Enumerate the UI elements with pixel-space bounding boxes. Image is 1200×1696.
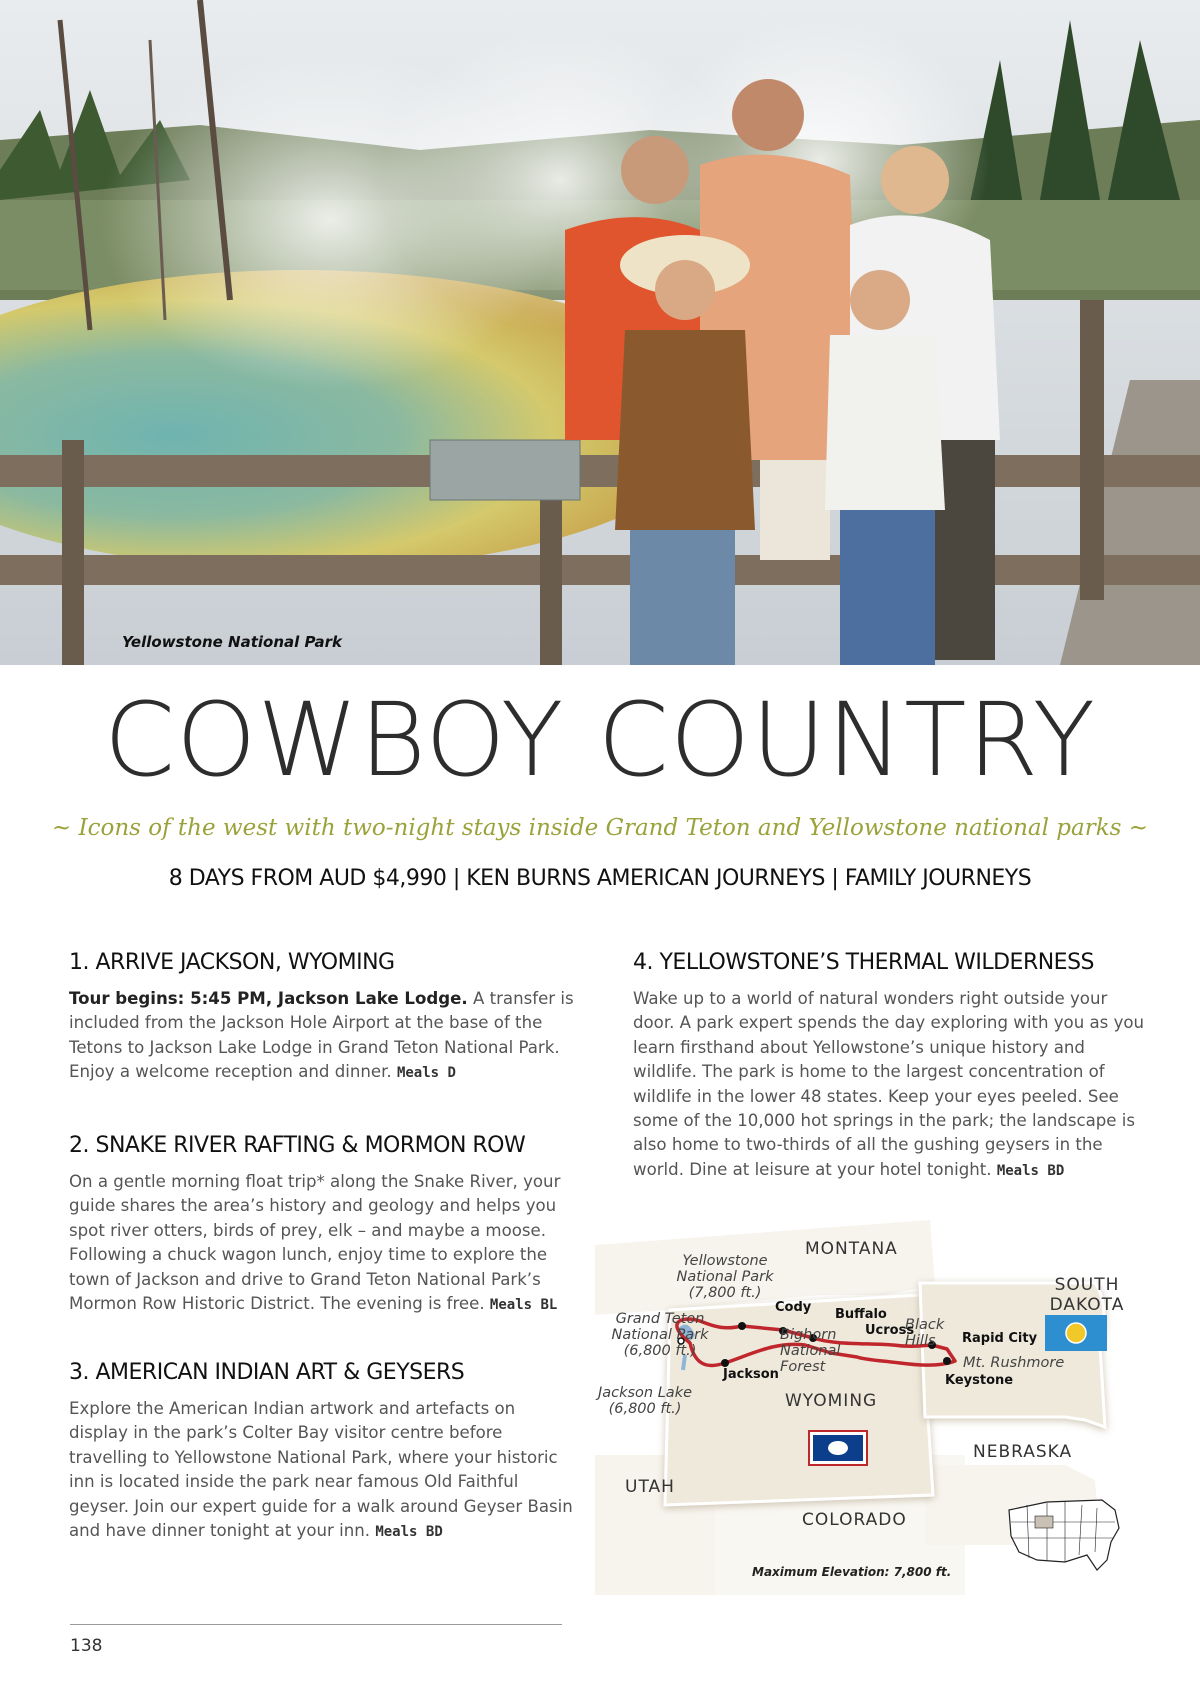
town-label-keystone: Keystone	[945, 1373, 1014, 1388]
day-description	[69, 1397, 579, 1544]
day-description	[69, 987, 579, 1086]
day-body: A transfer is included from the Jackson Hole Airport at the base of the Tetons to Jackson Lake Lodge in Grand Teton National Park. Enjoy a welcome reception and dinner.	[69, 989, 574, 1082]
town-label-ucross: Ucross	[865, 1323, 915, 1338]
day-heading: 1. ARRIVE JACKSON, WYOMING	[69, 950, 395, 975]
itinerary-day-4	[633, 950, 1148, 1183]
day-description	[633, 987, 1148, 1183]
meals-badge: Meals BD	[996, 1162, 1065, 1179]
meals-badge: Meals BD	[375, 1524, 443, 1541]
wyoming-flag	[808, 1430, 868, 1466]
south-dakota-flag	[1045, 1315, 1107, 1351]
hero-photo	[0, 0, 1200, 665]
place-label-mt-rushmore: Mt. Rushmore	[963, 1355, 1065, 1371]
itinerary-day-1	[69, 950, 579, 1086]
place-label-black-hills: Black Hills	[905, 1317, 945, 1349]
state-label-utah: UTAH	[625, 1477, 675, 1497]
us-inset-map	[1009, 1500, 1119, 1570]
state-label-wyoming: WYOMING	[785, 1391, 878, 1411]
day-heading: 3. AMERICAN INDIAN ART & GEYSERS	[69, 1360, 465, 1385]
photo-caption: Yellowstone National Park	[122, 633, 343, 651]
meals-badge: Meals D	[396, 1065, 456, 1082]
meals-badge: Meals BL	[489, 1297, 558, 1314]
footer-divider	[70, 1624, 562, 1625]
state-label-south-dakota: SOUTH DAKOTA	[1049, 1275, 1125, 1315]
day-body: On a gentle morning float trip* along the Snake River, your guide shares the area’s history and geology and helps you spot river otters, birds of prey, elk – and maybe a moose. Following a chuck wagon lunch, enjoy time to explore the town of Jackson and drive to Grand Teton National Park’s Mormon Row Historic District. The evening is free.	[69, 1172, 561, 1314]
day-heading: 4. YELLOWSTONE’S THERMAL WILDERNESS	[633, 950, 1095, 975]
town-label-cody: Cody	[775, 1300, 812, 1315]
place-label-jackson-lake: Jackson Lake (6,800 ft.)	[597, 1385, 693, 1417]
page-title: COWBOY COUNTRY	[103, 681, 1097, 800]
state-label-nebraska: NEBRASKA	[973, 1442, 1073, 1462]
day-lead: Tour begins: 5:45 PM, Jackson Lake Lodge.	[69, 989, 468, 1008]
day-heading: 2. SNAKE RIVER RAFTING & MORMON ROW	[69, 1133, 526, 1158]
hero-illustration	[0, 0, 1200, 665]
tour-tagline: 8 DAYS FROM AUD $4,990 | KEN BURNS AMERICAN JOURNEYS | FAMILY JOURNEYS	[168, 866, 1032, 891]
place-label-bighorn: Bighorn National Forest	[780, 1327, 841, 1375]
subtitle: ~ Icons of the west with two-night stays inside Grand Teton and Yellowstone national parks ~	[51, 815, 1149, 841]
place-label-grand-teton: Grand Teton National Park (6,800 ft.)	[611, 1311, 709, 1359]
itinerary-day-2	[69, 1133, 579, 1317]
town-label-rapid-city: Rapid City	[962, 1331, 1038, 1346]
place-label-yellowstone: Yellowstone National Park (7,800 ft.)	[676, 1253, 774, 1301]
map-elevation-note: Maximum Elevation: 7,800 ft.	[752, 1565, 952, 1579]
day-body: Explore the American Indian artwork and artefacts on display in the park’s Colter Bay visitor centre before travelling to Yellowstone National Park, where your historic inn is located inside the park near famous Old Faithful geyser. Join our expert guide for a walk around Geyser Basin and have dinner tonight at your inn.	[69, 1399, 573, 1541]
state-label-montana: MONTANA	[805, 1239, 898, 1259]
day-description	[69, 1170, 579, 1317]
route-map	[595, 1205, 1160, 1605]
page-number: 138	[70, 1636, 103, 1656]
itinerary-day-3	[69, 1360, 579, 1544]
town-label-jackson: Jackson	[723, 1367, 779, 1382]
day-body: Wake up to a world of natural wonders right outside your door. A park expert spends the day exploring with you as you learn firsthand about Yellowstone’s unique history and wildlife. The park is home to the largest concentration of wildlife in the lower 48 states. Keep your eyes peeled. See some of the 10,000 hot springs in the park; the landscape is also home to two-thirds of all the gushing geysers in the world. Dine at leisure at your hotel tonight.	[633, 989, 1145, 1179]
town-label-buffalo: Buffalo	[835, 1307, 887, 1322]
state-label-colorado: COLORADO	[802, 1510, 907, 1530]
